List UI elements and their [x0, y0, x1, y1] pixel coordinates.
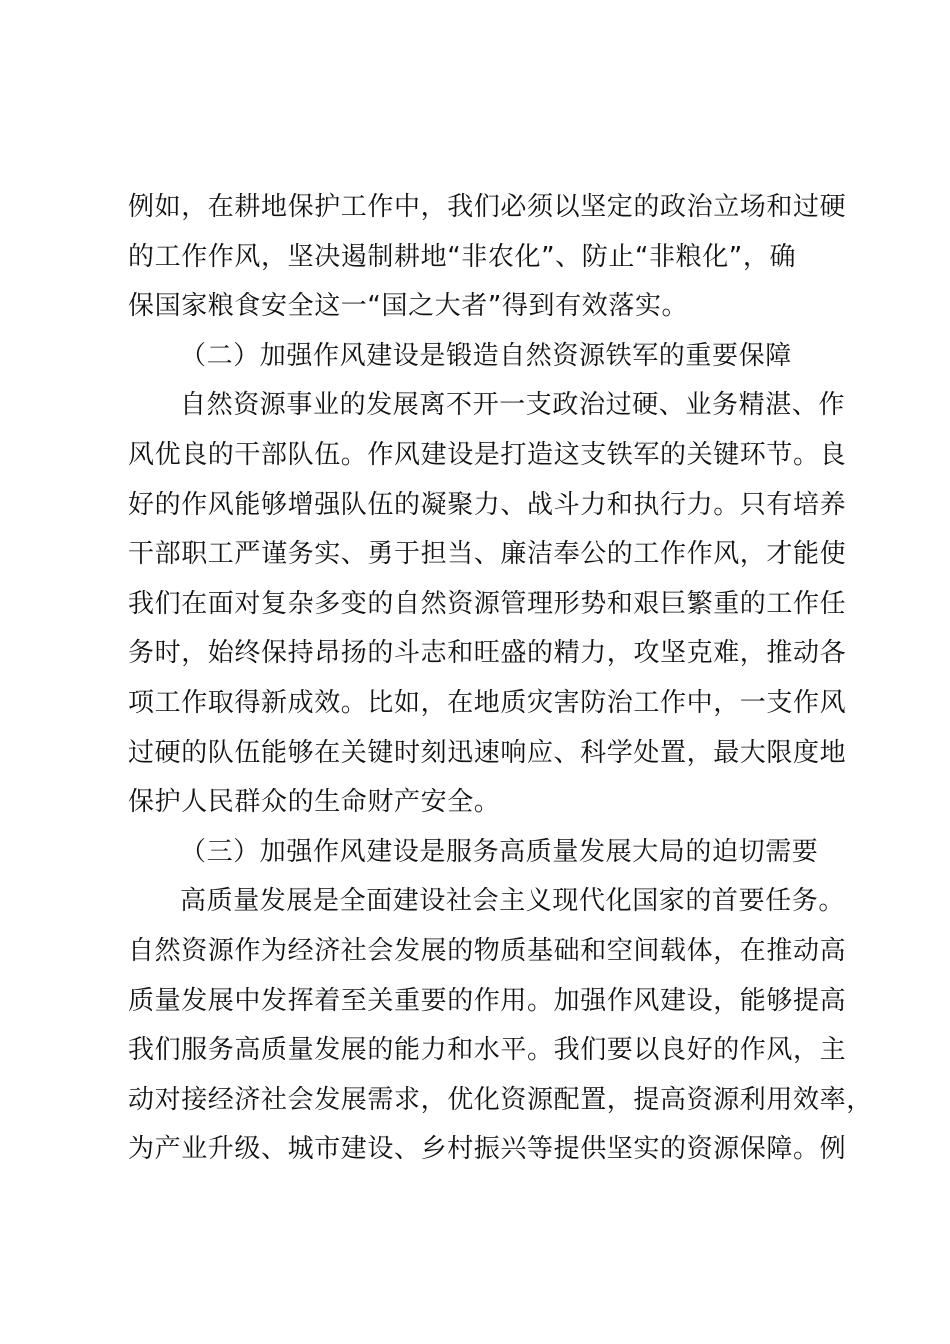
paragraph-line: 我们在面对复杂多变的自然资源管理形势和艰巨繁重的工作任: [128, 588, 847, 619]
paragraph-line: 例如，在耕地保护工作中，我们必须以坚定的政治立场和过硬: [128, 192, 847, 222]
paragraph-line: 风优良的干部队伍。作风建设是打造这支铁军的关键环节。良: [128, 439, 847, 470]
document-body: [128, 183, 873, 1175]
paragraph-line: 质量发展中发挥着至关重要的作用。加强作风建设，能够提高: [128, 985, 847, 1016]
paragraph-line: 保国家粮食安全这一“国之大者”得到有效落实。: [128, 291, 689, 322]
paragraph-line: 高质量发展是全面建设社会主义现代化国家的首要任务。: [180, 886, 846, 917]
paragraph-line: 好的作风能够增强队伍的凝聚力、战斗力和执行力。只有培养: [128, 489, 847, 520]
paragraph-line: 务时，始终保持昂扬的斗志和旺盛的精力，攻坚克难，推动各: [128, 638, 847, 669]
paragraph-line: 的工作作风，坚决遏制耕地“非农化”、防止“非粮化”，确: [128, 241, 797, 272]
section-heading-2: （二）加强作风建设是锻造自然资源铁军的重要保障: [180, 340, 792, 371]
paragraph-line: 自然资源作为经济社会发展的物质基础和空间载体，在推动高: [128, 935, 847, 966]
paragraph-line: 项工作取得新成效。比如，在地质灾害防治工作中，一支作风: [128, 687, 847, 718]
paragraph-line: 自然资源事业的发展离不开一支政治过硬、业务精湛、作: [180, 390, 846, 421]
paragraph-line: 我们服务高质量发展的能力和水平。我们要以良好的作风，主: [128, 1035, 847, 1066]
paragraph-line: 过硬的队伍能够在关键时刻迅速响应、科学处置，最大限度地: [128, 737, 847, 768]
paragraph-line: 动对接经济社会发展需求，优化资源配置，提高资源利用效率，: [128, 1084, 873, 1115]
paragraph-line: 保护人民群众的生命财产安全。: [128, 787, 501, 818]
paragraph-line: 干部职工严谨务实、勇于担当、廉洁奉公的工作作风，才能使: [128, 539, 847, 570]
paragraph-line: 为产业升级、城市建设、乡村振兴等提供坚实的资源保障。例: [128, 1134, 847, 1165]
section-heading-3: （三）加强作风建设是服务高质量发展大局的迫切需要: [180, 836, 819, 867]
